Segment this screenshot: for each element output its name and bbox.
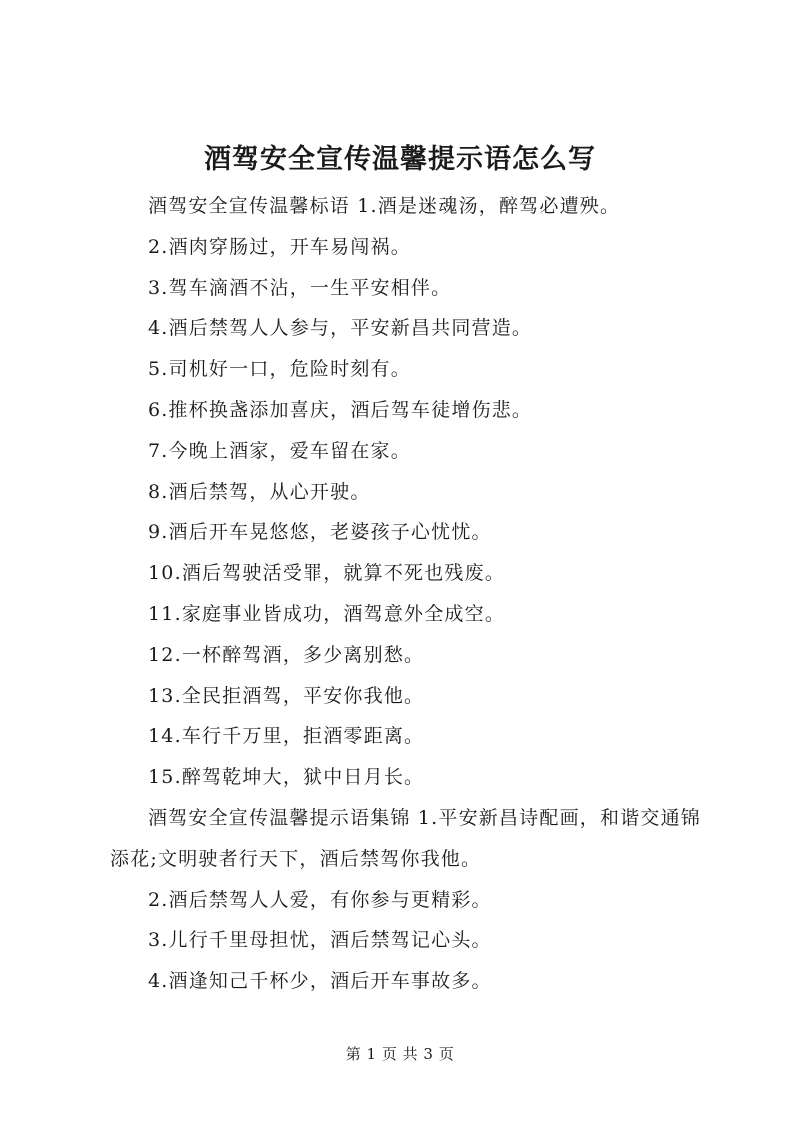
paragraph: 6.推杯换盏添加喜庆，酒后驾车徒增伤悲。 — [148, 398, 533, 421]
paragraph: 7.今晚上酒家，爱车留在家。 — [148, 439, 411, 462]
paragraph: 15.醉驾乾坤大，狱中日月长。 — [148, 766, 425, 789]
paragraph: 4.酒逢知己千杯少，酒后开车事故多。 — [148, 970, 492, 993]
paragraph: 11.家庭事业皆成功，酒驾意外全成空。 — [148, 602, 506, 625]
paragraph: 酒驾安全宣传温馨提示语集锦 1.平安新昌诗配画，和谐交通锦添花;文明驶者行天下，酒后禁驾你我他。 — [110, 806, 701, 870]
paragraph: 10.酒后驾驶活受罪，就算不死也残废。 — [148, 562, 506, 585]
page-footer: 第 1 页 共 3 页 — [345, 1045, 455, 1063]
paragraph: 9.酒后开车晃悠悠，老婆孩子心忧忧。 — [148, 521, 492, 544]
paragraph: 2.酒后禁驾人人爱，有你参与更精彩。 — [148, 888, 492, 911]
paragraph: 14.车行千万里，拒酒零距离。 — [148, 725, 425, 748]
document-body — [110, 186, 710, 1002]
paragraph: 3.驾车滴酒不沾，一生平安相伴。 — [148, 276, 452, 299]
paragraph: 5.司机好一口，危险时刻有。 — [148, 358, 411, 381]
paragraph: 酒驾安全宣传温馨标语 1.酒是迷魂汤，醉驾必遭殃。 — [148, 195, 621, 217]
document-title: 酒驾安全宣传温馨提示语怎么写 — [204, 144, 596, 175]
paragraph: 4.酒后禁驾人人参与，平安新昌共同营造。 — [148, 317, 533, 340]
paragraph: 12.一杯醉驾酒，多少离别愁。 — [148, 643, 425, 666]
paragraph: 13.全民拒酒驾，平安你我他。 — [148, 684, 425, 707]
paragraph: 3.儿行千里母担忧，酒后禁驾记心头。 — [148, 929, 492, 952]
paragraph: 2.酒肉穿肠过，开车易闯祸。 — [148, 235, 411, 258]
paragraph: 8.酒后禁驾，从心开驶。 — [148, 480, 371, 503]
